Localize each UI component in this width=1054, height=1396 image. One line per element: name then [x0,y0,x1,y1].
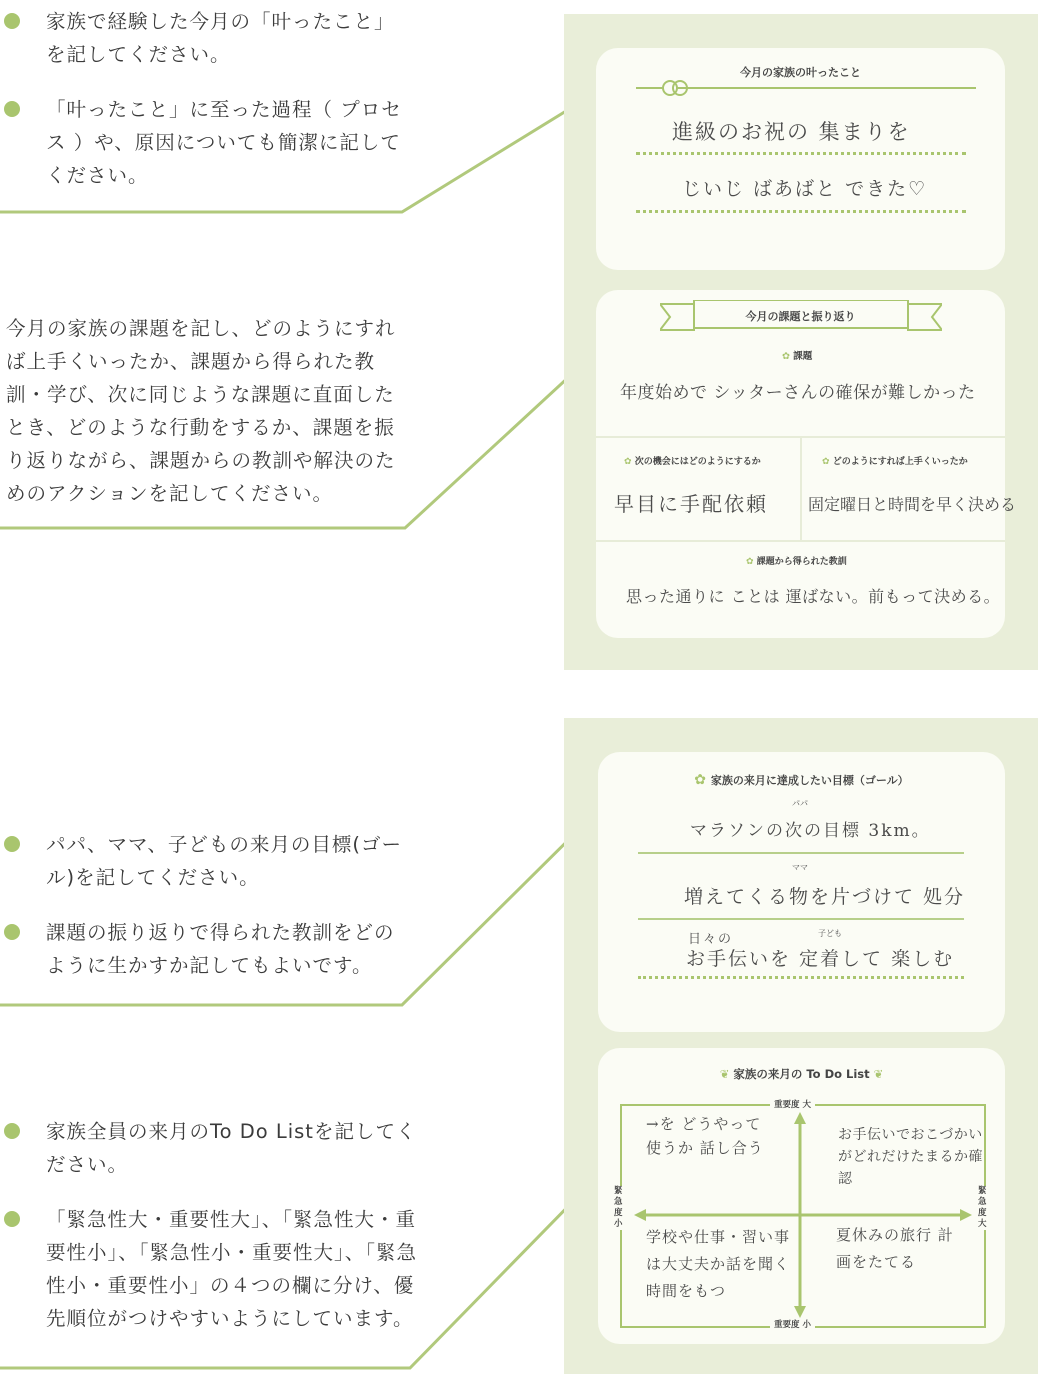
child-text: お手伝いを 定着して 楽しむ [686,948,955,970]
child-note: 日々の [688,932,734,947]
mama-label: ママ [792,863,808,872]
section4-bullets [0,1115,425,1357]
list-item: 家族で経験した今月の「叶ったこと」を記してください。 [0,5,410,71]
next-label: ✿ 次の機会にはどのようにするか [624,457,761,467]
mama-text: 増えてくる物を片づけて 処分 [684,886,966,908]
section3-bullets [0,828,410,1004]
divider [636,152,966,155]
flower-icon: ✿ [694,772,711,788]
leaf-icon: ❦ [869,1067,884,1081]
section2-text: 今月の家族の課題を記し、どのようにすれば上手くいったか、課題から得られた教訓・学び、次に同じような課題に直面したとき、どのような行動をするか、課題を振り返りながら、課題からの教訓や解決のためのアクションを記してください。 [6,317,396,505]
divider [638,918,964,920]
better-label: ✿ どのようにすれば上手くいったか [822,457,968,467]
leaf-icon: ✿ [624,457,635,467]
issue-text: 年度始めで シッターさんの確保が難しかった [620,383,976,403]
issue-label: ✿ 課題 [782,351,813,362]
child-label: 子ども [818,929,842,938]
list-item: パパ、ママ、子どもの来月の目標(ゴール)を記してください。 [0,828,410,894]
section1-bullets [0,5,410,214]
list-item: 課題の振り返りで得られた教訓をどのように生かすか記してもよいです。 [0,916,410,982]
bullet-dot-icon [4,101,20,117]
divider [638,976,964,979]
lesson-label: ✿ 課題から得られた教訓 [746,557,847,567]
papa-text: マラソンの次の目標 3km。 [690,821,931,841]
list-item: 「叶ったこと」に至った過程（ プロセス ）や、原因についても簡潔に記してください。 [0,93,410,192]
bullet-dot-icon [4,13,20,29]
achievement-line-1: 進級のお祝の 集まりを [672,120,911,144]
achievement-line-2: じいじ ばあばと できた♡ [682,178,928,200]
leaf-icon: ✿ [782,351,794,362]
review-title: 今月の課題と振り返り [745,310,856,323]
list-item: 家族全員の来月のTo Do Listを記してください。 [0,1115,425,1181]
next-text: 早目に手配依頼 [614,492,768,516]
achievement-card [596,48,1005,270]
todo-top-right: お手伝いでおこづかいがどれだけたまるか確認 [838,1127,983,1187]
review-card [596,290,1017,638]
bullet-dot-icon [4,1123,20,1139]
papa-label: パパ [792,799,808,808]
better-text: 固定曜日と時間を早く決める [808,495,1017,514]
todo-title: ❦ 家族の来月の To Do List ❦ [719,1067,884,1081]
achievement-title: 今月の家族の叶ったこと [740,66,861,79]
todo-card [598,1048,1005,1344]
lesson-text: 思った通りに ことは 運ばない。前もって決める。 [626,587,1001,606]
list-item: 「緊急性大・重要性大」、「緊急性大・重要性小」、「緊急性小・重要性大」、「緊急性小・重要性小」の４つの欄に分け、優先順位がつけやすいようにしています。 [0,1203,425,1335]
divider [638,852,964,854]
review-grid-divider-middle [800,436,802,540]
urgency-high-label: 緊急度 大 [978,1186,990,1230]
leaf-icon: ❦ [719,1067,734,1081]
bullet-dot-icon [4,924,20,940]
goals-card [598,752,1005,1032]
todo-top-left: →を どうやって使うか 話し合う [646,1115,764,1157]
todo-bottom-right: 夏休みの旅行 計画をたてる [836,1226,954,1271]
todo-bottom-left: 学校や仕事・習い事は大丈夫か話を聞く時間をもつ [646,1228,791,1300]
bullet-dot-icon [4,836,20,852]
bullet-dot-icon [4,1211,20,1227]
mizuhiki-knot-icon [636,78,976,98]
leaf-icon: ✿ [822,457,833,467]
importance-low-label: 重要度 小 [770,1318,815,1330]
leaf-icon: ✿ [746,557,757,567]
goals-title: ✿ 家族の来月に達成したい目標（ゴール） [694,772,909,788]
urgency-low-label: 緊急度 小 [614,1186,626,1230]
review-grid-divider-bottom [596,540,1005,542]
sheet-panel-bottom [564,718,1038,1374]
sheet-panel-top [564,14,1038,670]
divider [636,210,966,213]
importance-high-label: 重要度 大 [770,1098,815,1110]
